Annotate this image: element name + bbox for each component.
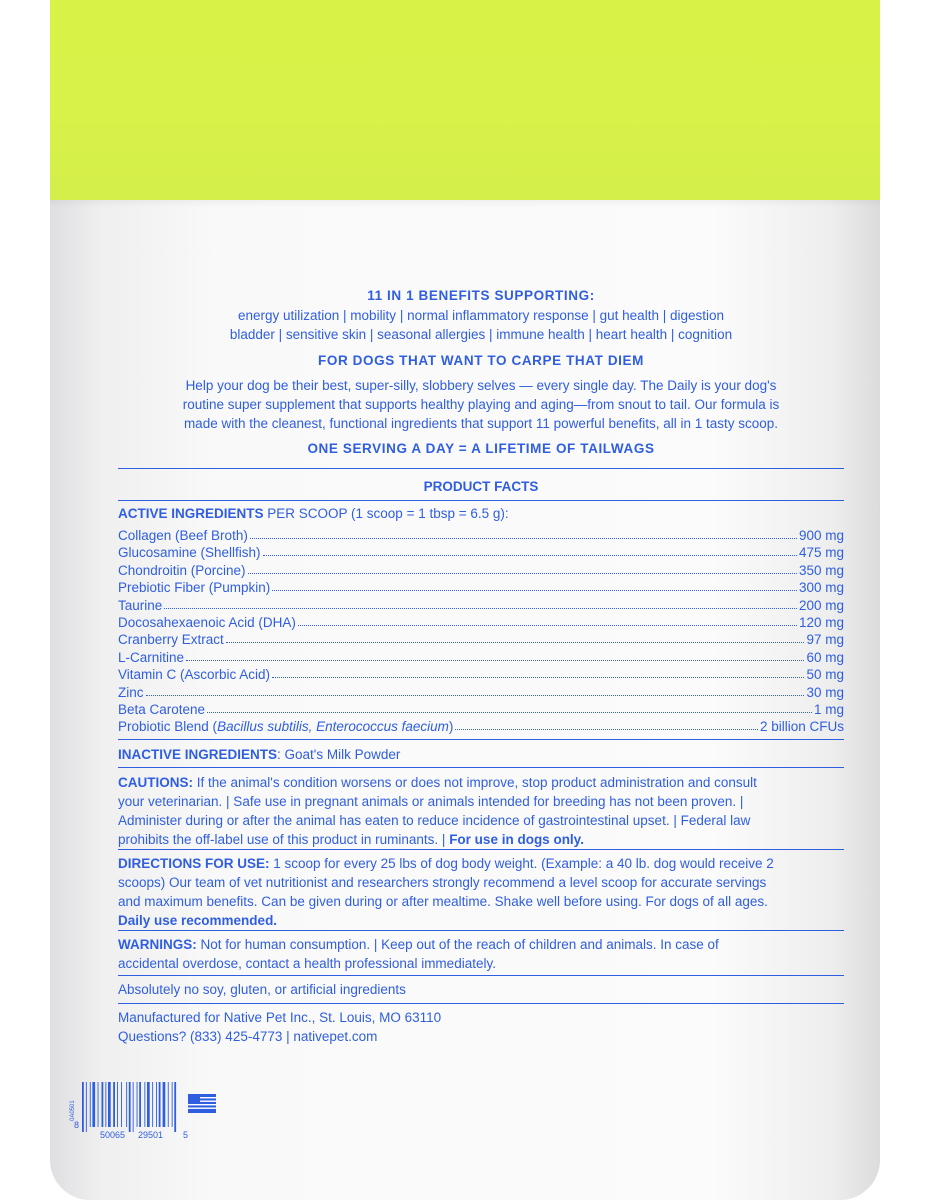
- warnings-block: WARNINGS: Not for human consumption. | Keep out of the reach of children and animals. In case of accidental overdose, contact a health professional immediately.: [118, 937, 719, 971]
- barcode-right-digit: 5: [183, 1130, 189, 1140]
- barcode-bar: [117, 1082, 118, 1127]
- divider-warnings: [118, 930, 844, 931]
- ingredient-row: [118, 560, 844, 578]
- dot-leader: [186, 660, 804, 661]
- ingredient-amount: 50 mg: [806, 667, 844, 683]
- cautions-label: CAUTIONS:: [118, 775, 193, 790]
- ingredient-amount: 900 mg: [798, 528, 844, 543]
- dot-leader: [146, 695, 805, 696]
- barcode-bar: [92, 1082, 95, 1127]
- barcode-bar: [121, 1082, 122, 1127]
- ingredient-name: Chondroitin (Porcine): [118, 562, 246, 578]
- divider-manufacturer: [118, 1003, 844, 1004]
- dot-leader: [164, 608, 797, 609]
- dot-leader: [226, 642, 805, 643]
- ingredient-amount: 350 mg: [798, 562, 844, 578]
- description-line-3: made with the cleanest, functional ingredients that support 11 powerful benefits, all in 1 tasty scoop.: [183, 416, 779, 431]
- ingredient-row: [118, 664, 844, 682]
- barcode-bar: [152, 1082, 153, 1127]
- inactive-text: : Goat's Milk Powder: [277, 747, 401, 762]
- barcode-bar: [108, 1082, 111, 1127]
- dot-leader: [263, 555, 797, 556]
- barcode-bar: [139, 1082, 141, 1127]
- barcode-group-1: 50065: [100, 1130, 126, 1140]
- ingredient-amount: 1 mg: [813, 702, 844, 717]
- dogs-only-note: For use in dogs only.: [449, 832, 584, 847]
- ingredient-name: Taurine: [118, 597, 163, 613]
- ingredient-amount: 475 mg: [798, 545, 844, 561]
- barcode-group-2: 29501: [138, 1130, 164, 1140]
- benefits-line-2: bladder | sensitive skin | seasonal allergies | immune health | heart health | cognition: [229, 327, 733, 342]
- barcode-bar: [102, 1082, 104, 1127]
- directions-block: DIRECTIONS FOR USE: 1 scoop for every 25 lbs of dog body weight. (Example: a 40 lb. dog would receive 2 scoops) Our team of vet nutritionist and researchers strongly recommend a level scoop for accurate servings and maximum benefits. Can be given during or after mealtime. Shake well before using. For dogs of all ages. Daily use recommended.: [118, 856, 774, 928]
- ingredient-amount: 120 mg: [798, 615, 844, 630]
- product-pouch: [50, 0, 880, 1200]
- ingredient-name: Glucosamine (Shellfish): [118, 545, 261, 561]
- barcode-bar: [168, 1082, 169, 1127]
- band-shadow: [50, 200, 880, 208]
- divider-no-soy: [118, 975, 844, 976]
- ingredient-row: [118, 647, 844, 665]
- barcode-bar: [86, 1082, 87, 1132]
- ingredient-row: [118, 612, 844, 630]
- ingredient-row: [118, 629, 844, 647]
- divider-facts: [118, 500, 844, 501]
- barcode-bar: [174, 1082, 176, 1132]
- barcode-bar: [172, 1082, 173, 1127]
- us-flag-icon: [188, 1094, 216, 1113]
- barcode-side-code: 0A0501: [70, 1100, 76, 1121]
- directions-label: DIRECTIONS FOR USE:: [118, 856, 270, 871]
- manufacturer-line: Manufactured for Native Pet Inc., St. Louis, MO 63110: [118, 1010, 442, 1025]
- ingredient-row: [118, 682, 844, 700]
- ingredient-name: Beta Carotene: [118, 702, 206, 717]
- ingredient-amount: 30 mg: [806, 684, 844, 700]
- benefits-list: [118, 306, 844, 344]
- ingredient-name: Collagen (Beef Broth): [118, 528, 248, 543]
- barcode-left-digit: 8: [74, 1120, 80, 1130]
- ingredient-row-probiotic: [118, 716, 844, 734]
- warnings-label: WARNINGS:: [118, 937, 197, 952]
- ingredient-amount: 60 mg: [806, 649, 844, 665]
- barcode-bar: [147, 1082, 150, 1127]
- barcode-bar: [156, 1082, 157, 1127]
- manufacturer-block: [118, 1008, 844, 1046]
- divider-cautions: [118, 767, 844, 768]
- description-line-2: routine super supplement that supports healthy playing and aging—from snout to tail. Our formula is: [182, 397, 780, 412]
- barcode-bar: [137, 1082, 138, 1127]
- description: [118, 376, 844, 433]
- dot-leader: [207, 712, 812, 713]
- barcode-bar: [159, 1082, 161, 1127]
- ingredient-amount: 97 mg: [806, 632, 844, 648]
- dot-leader: [272, 677, 804, 678]
- inactive-ingredients: [118, 745, 844, 764]
- active-ingredients-label: ACTIVE INGREDIENTS: [118, 506, 264, 521]
- ingredient-name: Cranberry Extract: [118, 632, 224, 648]
- ingredient-name: Zinc: [118, 684, 144, 700]
- ingredient-amount: 2 billion CFUs: [759, 719, 844, 734]
- ingredient-row: [118, 525, 844, 543]
- ingredient-amount: 200 mg: [798, 597, 844, 613]
- ingredient-row: [118, 595, 844, 613]
- dot-leader: [298, 625, 797, 626]
- barcode-bar: [105, 1082, 106, 1127]
- barcode-bar: [82, 1082, 84, 1132]
- benefits-line-1: energy utilization | mobility | normal inflammatory response | gut health | digestion: [237, 308, 724, 323]
- ingredient-name: Docosahexaenoic Acid (DHA): [118, 615, 296, 630]
- lime-top-band: [50, 0, 880, 200]
- cautions-block: CAUTIONS: If the animal's condition worsens or does not improve, stop product administration and consult your veterinarian. | Safe use in pregnant animals or animals intended for breeding has not been proven. | Administer during or after the animal has eaten to reduce incidence of gastrointestinal upset. | Federal law prohibits the off-label use of this product in ruminants. | For use in dogs only.: [118, 775, 757, 847]
- dot-leader: [455, 729, 758, 730]
- divider-directions: [118, 849, 844, 850]
- barcode-bar: [126, 1082, 127, 1127]
- tagline: FOR DOGS THAT WANT TO CARPE THAT DIEM: [318, 353, 644, 368]
- no-soy-note: Absolutely no soy, gluten, or artificial ingredients: [118, 982, 406, 997]
- daily-use-note: Daily use recommended.: [118, 913, 278, 928]
- dot-leader: [272, 590, 797, 591]
- description-line-1: Help your dog be their best, super-silly, slobbery selves — every single day. The Daily is your dog's: [185, 378, 777, 393]
- benefits-title: 11 IN 1 BENEFITS SUPPORTING:: [367, 288, 595, 303]
- ingredient-name: L-Carnitine: [118, 649, 185, 665]
- contact-line: Questions? (833) 425-4773 | nativepet.com: [118, 1029, 378, 1044]
- barcode-bar: [113, 1082, 115, 1127]
- inactive-label: INACTIVE INGREDIENTS: [118, 747, 278, 762]
- product-facts-title: PRODUCT FACTS: [423, 479, 539, 494]
- active-ingredients-heading: [118, 506, 509, 521]
- barcode-bar: [129, 1082, 131, 1132]
- ingredient-row: [118, 699, 844, 717]
- dot-leader: [250, 538, 797, 539]
- active-ingredients-serving: PER SCOOP (1 scoop = 1 tbsp = 6.5 g):: [263, 506, 509, 521]
- barcode-bar: [144, 1082, 145, 1127]
- divider-inactive: [118, 739, 844, 740]
- barcode-bar: [133, 1082, 134, 1132]
- divider-top: [118, 468, 844, 469]
- serving-slogan: ONE SERVING A DAY = A LIFETIME OF TAILWAGS: [307, 441, 655, 456]
- dot-leader: [248, 573, 797, 574]
- ingredient-name: Probiotic Blend (Bacillus subtilis, Enterococcus faecium): [118, 719, 454, 734]
- ingredient-name: Vitamin C (Ascorbic Acid): [118, 667, 271, 683]
- ingredient-row: [118, 577, 844, 595]
- barcode-bar: [163, 1082, 166, 1127]
- ingredient-name: Prebiotic Fiber (Pumpkin): [118, 580, 271, 596]
- barcode-bar: [98, 1082, 99, 1127]
- barcode-bar: [90, 1082, 91, 1127]
- ingredient-amount: 300 mg: [798, 580, 844, 596]
- upc-barcode: [74, 1082, 189, 1140]
- ingredient-row: [118, 542, 844, 560]
